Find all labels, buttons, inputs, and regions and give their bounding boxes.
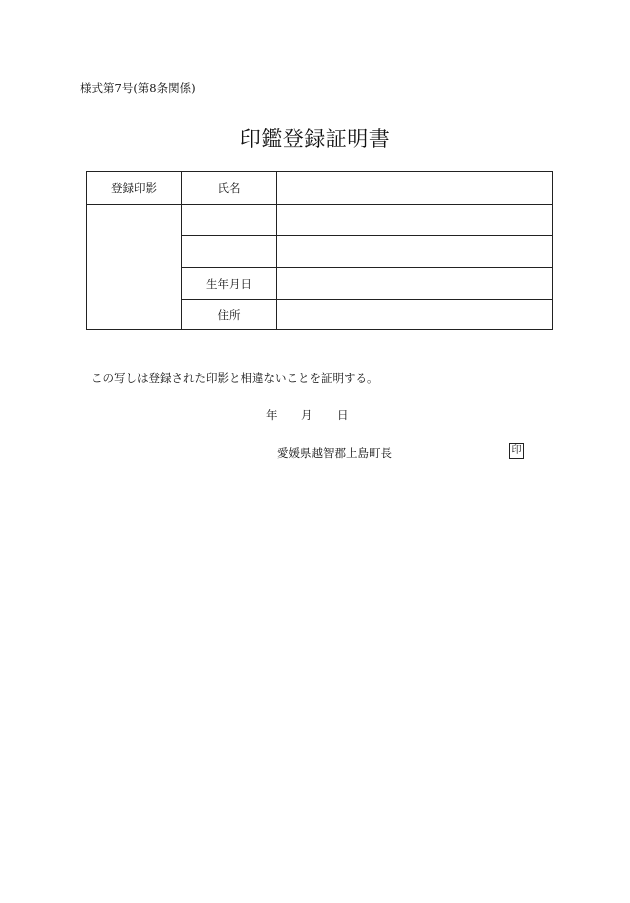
table-row bbox=[87, 172, 553, 205]
certification-statement: この写しは登録された印影と相違ないことを証明する。 bbox=[91, 371, 379, 385]
blank-value-cell bbox=[277, 205, 553, 236]
issuer-name: 愛媛県越智郡上島町長 bbox=[277, 446, 392, 460]
name-label: 氏名 bbox=[182, 172, 277, 205]
blank-value-cell bbox=[277, 236, 553, 268]
birthdate-label: 生年月日 bbox=[182, 268, 277, 300]
birthdate-value-cell bbox=[277, 268, 553, 300]
address-value-cell bbox=[277, 300, 553, 330]
blank-label-cell bbox=[182, 205, 277, 236]
registration-table bbox=[86, 171, 553, 330]
document-title: 印鑑登録証明書 bbox=[239, 127, 391, 151]
blank-label-cell bbox=[182, 236, 277, 268]
year-label: 年 bbox=[266, 408, 278, 422]
form-number: 様式第7号(第8条関係) bbox=[80, 81, 196, 95]
table-row bbox=[87, 205, 553, 236]
month-label: 月 bbox=[301, 408, 313, 422]
day-label: 日 bbox=[337, 408, 349, 422]
address-label: 住所 bbox=[182, 300, 277, 330]
seal-impression-header: 登録印影 bbox=[87, 172, 182, 205]
official-seal-mark: 印 bbox=[509, 443, 524, 459]
name-value-cell bbox=[277, 172, 553, 205]
seal-impression-cell bbox=[87, 205, 182, 330]
